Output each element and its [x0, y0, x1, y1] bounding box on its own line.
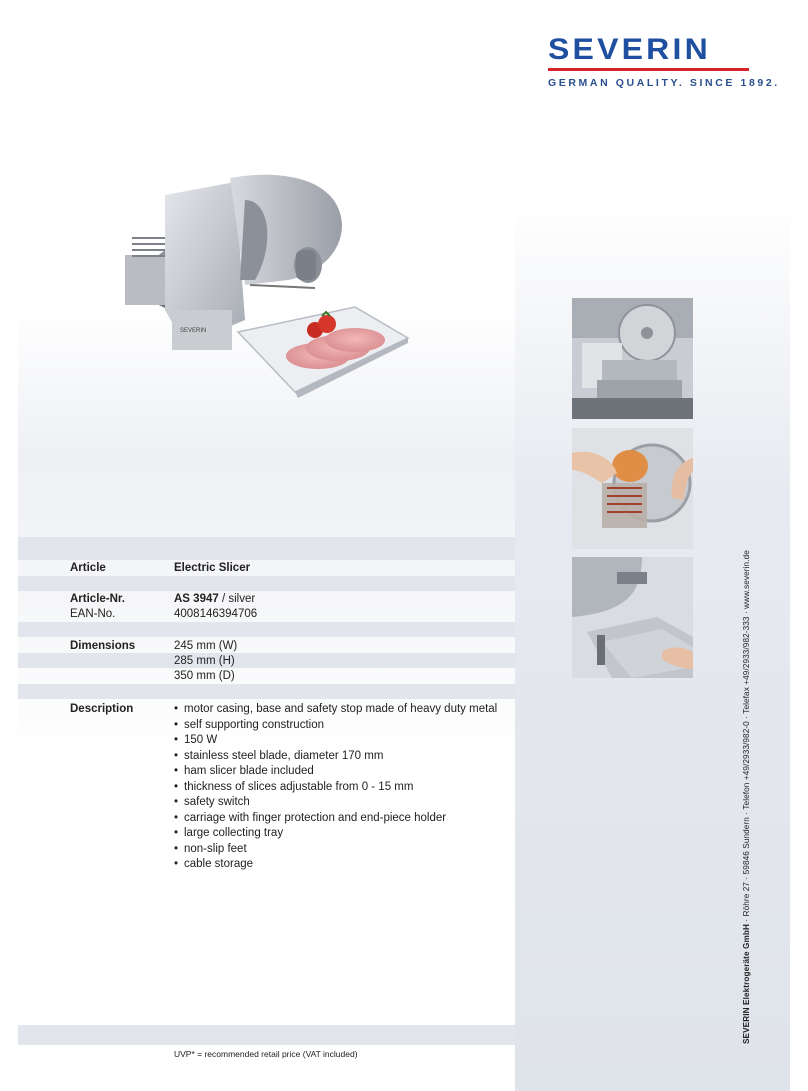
company-contact: · Röhre 27 · 59846 Sundern · Telefon +49/2933/982-0 · Telefax +49/2933/982-333 · www.severin.de — [742, 550, 751, 924]
list-item: • cable storage — [174, 857, 497, 873]
article-value: Electric Slicer — [174, 562, 251, 574]
company-name: SEVERIN Elektrogeräte GmbH — [742, 924, 751, 1044]
list-item: • ham slicer blade included — [174, 764, 497, 780]
article-nr-color: / silver — [218, 593, 256, 605]
brand-underline — [548, 68, 749, 71]
company-info — [742, 550, 751, 1044]
table-band — [18, 1025, 515, 1045]
list-item: • thickness of slices adjustable from 0 - 15 mm — [174, 780, 497, 796]
list-item: • self supporting construction — [174, 718, 497, 734]
article-nr-value — [174, 592, 255, 607]
list-item: • non-slip feet — [174, 842, 497, 858]
thumbnail-carriage — [572, 557, 693, 678]
article-label: Article — [70, 562, 106, 574]
list-item: • 150 W — [174, 733, 497, 749]
description-label: Description — [70, 703, 134, 715]
list-item: • large collecting tray — [174, 826, 497, 842]
ean-value: 4008146394706 — [174, 608, 258, 620]
article-nr-label: Article-Nr. — [70, 593, 125, 605]
thumbnail-slicing-ham — [572, 428, 693, 549]
table-band — [18, 653, 515, 668]
list-item: • carriage with finger protection and end-piece holder — [174, 811, 497, 827]
description-list — [174, 702, 497, 873]
brand-tagline: GERMAN QUALITY. SINCE 1892. — [548, 77, 780, 89]
dimensions-label: Dimensions — [70, 640, 136, 652]
brand-name: SEVERIN — [548, 32, 711, 66]
dimension-width: 245 mm (W) — [174, 640, 238, 652]
list-item: • safety switch — [174, 795, 497, 811]
thumbnail-slicer-side — [572, 298, 693, 419]
product-image — [110, 160, 410, 410]
table-band — [18, 622, 515, 637]
table-band — [18, 684, 515, 699]
dimension-height: 285 mm (H) — [174, 655, 235, 667]
product-logo: SEVERIN — [180, 328, 207, 334]
table-band — [18, 537, 515, 560]
ean-label: EAN-No. — [70, 608, 116, 620]
dimension-depth: 350 mm (D) — [174, 670, 235, 682]
article-nr-model: AS 3947 — [174, 593, 219, 605]
brand-logo — [548, 32, 780, 89]
list-item: • stainless steel blade, diameter 170 mm — [174, 749, 497, 765]
price-footnote: UVP* = recommended retail price (VAT included) — [174, 1049, 358, 1059]
table-band — [18, 576, 515, 591]
list-item: • motor casing, base and safety stop made of heavy duty metal — [174, 702, 497, 718]
